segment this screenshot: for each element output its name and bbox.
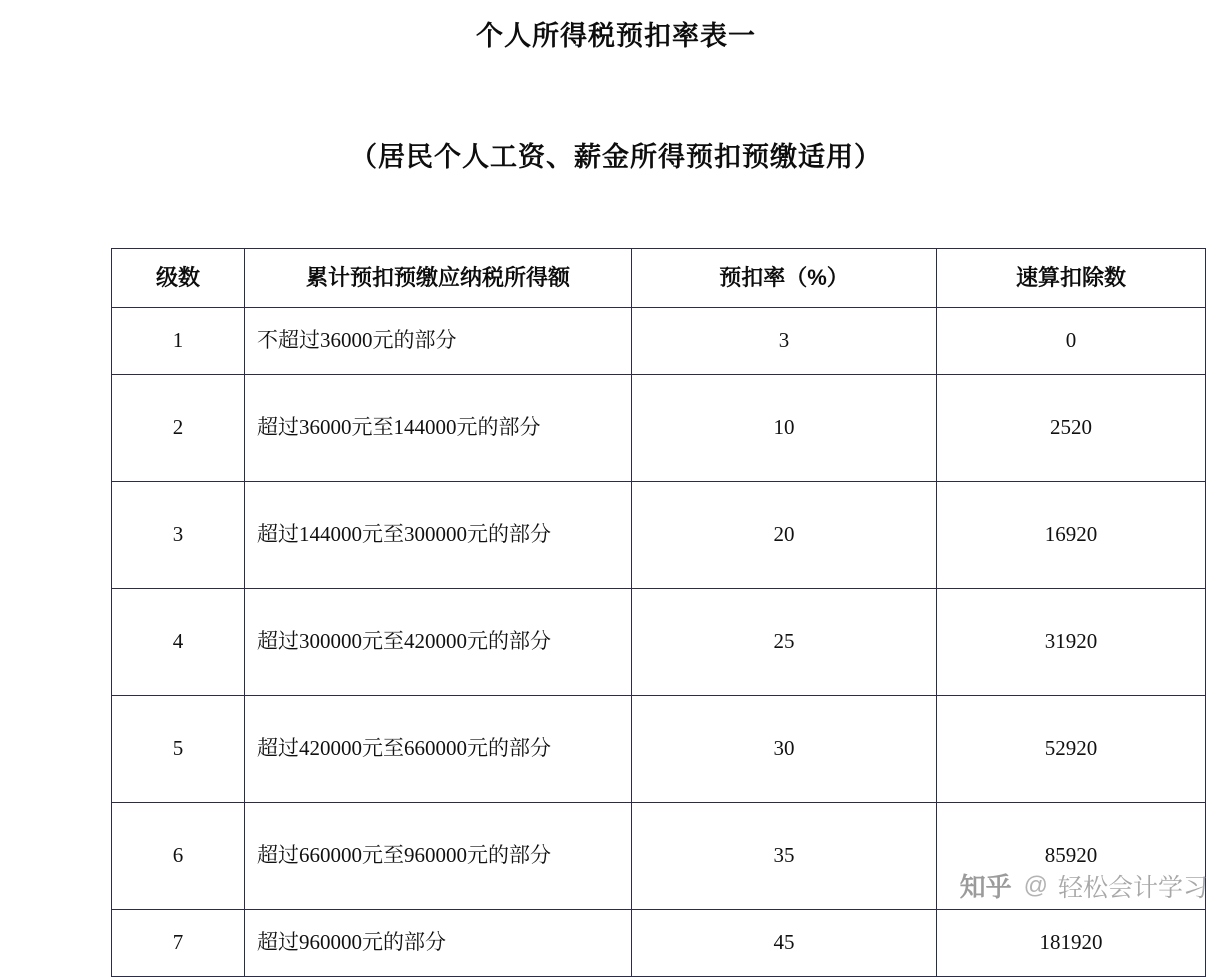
column-header-income: 累计预扣预缴应纳税所得额 [245, 249, 632, 308]
cell-grade: 4 [112, 588, 245, 695]
table-row [112, 307, 1206, 374]
table-header [112, 249, 1206, 308]
cell-income: 超过960000元的部分 [245, 909, 632, 976]
cell-rate: 10 [632, 374, 937, 481]
cell-deduction: 16920 [937, 481, 1206, 588]
cell-rate: 25 [632, 588, 937, 695]
cell-rate: 30 [632, 695, 937, 802]
cell-rate: 3 [632, 307, 937, 374]
cell-grade: 1 [112, 307, 245, 374]
cell-deduction: 181920 [937, 909, 1206, 976]
table-body [112, 307, 1206, 976]
cell-income: 超过144000元至300000元的部分 [245, 481, 632, 588]
table-row [112, 802, 1206, 909]
cell-income: 超过300000元至420000元的部分 [245, 588, 632, 695]
cell-rate: 20 [632, 481, 937, 588]
table-row [112, 909, 1206, 976]
table-header-row [112, 249, 1206, 308]
column-header-grade: 级数 [112, 249, 245, 308]
watermark-at-symbol: @ [1023, 871, 1048, 899]
cell-deduction: 2520 [937, 374, 1206, 481]
cell-grade: 3 [112, 481, 245, 588]
cell-deduction: 85920 [937, 802, 1206, 909]
table-row [112, 481, 1206, 588]
cell-income: 超过36000元至144000元的部分 [245, 374, 632, 481]
cell-rate: 35 [632, 802, 937, 909]
cell-income: 超过660000元至960000元的部分 [245, 802, 632, 909]
cell-income: 不超过36000元的部分 [245, 307, 632, 374]
cell-grade: 2 [112, 374, 245, 481]
cell-grade: 7 [112, 909, 245, 976]
cell-deduction: 52920 [937, 695, 1206, 802]
zhihu-logo: 知乎 [959, 872, 1012, 902]
column-header-deduction: 速算扣除数 [937, 249, 1206, 308]
watermark-username: 轻松会计学习 [1057, 873, 1208, 902]
tax-rate-table-container [111, 248, 1126, 977]
cell-deduction: 31920 [937, 588, 1206, 695]
table-row [112, 374, 1206, 481]
page-title: 个人所得税预扣率表一 [476, 21, 756, 51]
column-header-rate: 预扣率（%） [632, 249, 937, 308]
cell-income: 超过420000元至660000元的部分 [245, 695, 632, 802]
tax-rate-table [111, 248, 1206, 977]
page-subtitle: （居民个人工资、薪金所得预扣预缴适用） [350, 142, 882, 172]
cell-deduction: 0 [937, 307, 1206, 374]
cell-rate: 45 [632, 909, 937, 976]
table-row [112, 588, 1206, 695]
table-row [112, 695, 1206, 802]
cell-grade: 6 [112, 802, 245, 909]
cell-grade: 5 [112, 695, 245, 802]
